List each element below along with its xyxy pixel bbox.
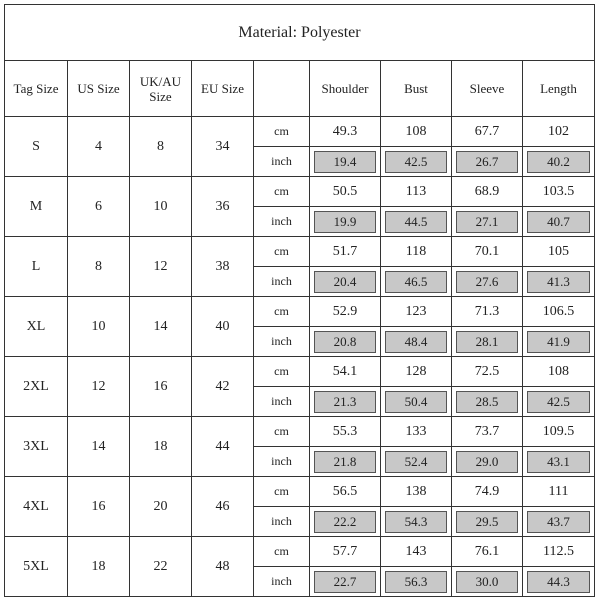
- table-row: [5, 177, 595, 207]
- eu-size-cell: 40: [192, 297, 254, 357]
- bust-cm-cell: 123: [381, 297, 452, 327]
- unit-cm-label: cm: [254, 297, 310, 327]
- uk-au-size-cell: 12: [130, 237, 192, 297]
- length-cm-cell: 102: [523, 117, 595, 147]
- shoulder-inch-value: 20.4: [314, 271, 376, 293]
- uk-au-size-cell: 8: [130, 117, 192, 177]
- bust-inch-value: 46.5: [385, 271, 447, 293]
- bust-inch-cell: [381, 507, 452, 537]
- sleeve-cm-cell: 76.1: [452, 537, 523, 567]
- bust-inch-value: 52.4: [385, 451, 447, 473]
- shoulder-cm-cell: 56.5: [310, 477, 381, 507]
- length-cm-cell: 106.5: [523, 297, 595, 327]
- shoulder-inch-cell: [310, 207, 381, 237]
- sleeve-inch-value: 29.5: [456, 511, 518, 533]
- unit-cm-label: cm: [254, 177, 310, 207]
- shoulder-inch-value: 19.4: [314, 151, 376, 173]
- uk-au-size-cell: 20: [130, 477, 192, 537]
- table-row: [5, 417, 595, 447]
- size-chart-table: [4, 4, 595, 597]
- bust-cm-cell: 108: [381, 117, 452, 147]
- table-row: [5, 537, 595, 567]
- shoulder-cm-cell: 55.3: [310, 417, 381, 447]
- bust-cm-cell: 133: [381, 417, 452, 447]
- length-inch-cell: [523, 567, 595, 597]
- length-inch-value: 40.7: [527, 211, 590, 233]
- unit-cm-label: cm: [254, 117, 310, 147]
- sleeve-inch-value: 29.0: [456, 451, 518, 473]
- tag-size-cell: 3XL: [5, 417, 68, 477]
- shoulder-inch-cell: [310, 327, 381, 357]
- table-row: [5, 297, 595, 327]
- bust-inch-value: 56.3: [385, 571, 447, 593]
- bust-cm-cell: 128: [381, 357, 452, 387]
- header-tag-size: Tag Size: [5, 61, 68, 117]
- shoulder-inch-value: 19.9: [314, 211, 376, 233]
- length-inch-cell: [523, 387, 595, 417]
- sleeve-inch-value: 27.6: [456, 271, 518, 293]
- sleeve-inch-value: 28.5: [456, 391, 518, 413]
- length-cm-cell: 103.5: [523, 177, 595, 207]
- unit-cm-label: cm: [254, 477, 310, 507]
- shoulder-inch-value: 21.3: [314, 391, 376, 413]
- length-inch-value: 42.5: [527, 391, 590, 413]
- eu-size-cell: 46: [192, 477, 254, 537]
- bust-cm-cell: 143: [381, 537, 452, 567]
- bust-cm-cell: 118: [381, 237, 452, 267]
- unit-cm-label: cm: [254, 357, 310, 387]
- shoulder-inch-value: 20.8: [314, 331, 376, 353]
- length-inch-value: 41.3: [527, 271, 590, 293]
- header-length: Length: [523, 61, 595, 117]
- table-row: [5, 477, 595, 507]
- shoulder-cm-cell: 50.5: [310, 177, 381, 207]
- shoulder-inch-cell: [310, 147, 381, 177]
- us-size-cell: 4: [68, 117, 130, 177]
- eu-size-cell: 38: [192, 237, 254, 297]
- length-inch-value: 44.3: [527, 571, 590, 593]
- unit-inch-label: inch: [254, 447, 310, 477]
- length-inch-cell: [523, 267, 595, 297]
- sleeve-inch-cell: [452, 507, 523, 537]
- length-inch-cell: [523, 207, 595, 237]
- sleeve-cm-cell: 70.1: [452, 237, 523, 267]
- length-inch-value: 43.7: [527, 511, 590, 533]
- bust-inch-value: 50.4: [385, 391, 447, 413]
- eu-size-cell: 36: [192, 177, 254, 237]
- table-row: [5, 237, 595, 267]
- sleeve-inch-value: 28.1: [456, 331, 518, 353]
- sleeve-inch-cell: [452, 447, 523, 477]
- tag-size-cell: L: [5, 237, 68, 297]
- shoulder-inch-cell: [310, 567, 381, 597]
- shoulder-cm-cell: 52.9: [310, 297, 381, 327]
- shoulder-inch-cell: [310, 507, 381, 537]
- shoulder-cm-cell: 51.7: [310, 237, 381, 267]
- shoulder-cm-cell: 49.3: [310, 117, 381, 147]
- bust-inch-cell: [381, 387, 452, 417]
- us-size-cell: 8: [68, 237, 130, 297]
- length-inch-value: 40.2: [527, 151, 590, 173]
- length-cm-cell: 105: [523, 237, 595, 267]
- sleeve-cm-cell: 68.9: [452, 177, 523, 207]
- length-inch-cell: [523, 147, 595, 177]
- tag-size-cell: M: [5, 177, 68, 237]
- shoulder-cm-cell: 54.1: [310, 357, 381, 387]
- unit-inch-label: inch: [254, 507, 310, 537]
- sleeve-cm-cell: 67.7: [452, 117, 523, 147]
- unit-cm-label: cm: [254, 417, 310, 447]
- sleeve-inch-cell: [452, 267, 523, 297]
- tag-size-cell: XL: [5, 297, 68, 357]
- unit-inch-label: inch: [254, 147, 310, 177]
- us-size-cell: 18: [68, 537, 130, 597]
- bust-inch-value: 54.3: [385, 511, 447, 533]
- unit-inch-label: inch: [254, 267, 310, 297]
- bust-inch-cell: [381, 147, 452, 177]
- length-inch-cell: [523, 327, 595, 357]
- sleeve-cm-cell: 74.9: [452, 477, 523, 507]
- header-shoulder: Shoulder: [310, 61, 381, 117]
- sleeve-cm-cell: 73.7: [452, 417, 523, 447]
- sleeve-inch-cell: [452, 327, 523, 357]
- eu-size-cell: 34: [192, 117, 254, 177]
- eu-size-cell: 48: [192, 537, 254, 597]
- sleeve-inch-cell: [452, 387, 523, 417]
- sleeve-inch-value: 26.7: [456, 151, 518, 173]
- header-uk-au-size: UK/AU Size: [130, 61, 192, 117]
- bust-inch-value: 44.5: [385, 211, 447, 233]
- bust-inch-cell: [381, 567, 452, 597]
- header-bust: Bust: [381, 61, 452, 117]
- length-cm-cell: 109.5: [523, 417, 595, 447]
- us-size-cell: 10: [68, 297, 130, 357]
- size-chart: [4, 4, 594, 596]
- table-row: [5, 117, 595, 147]
- uk-au-size-cell: 14: [130, 297, 192, 357]
- table-title: Material: Polyester: [5, 5, 595, 61]
- shoulder-inch-cell: [310, 267, 381, 297]
- length-cm-cell: 111: [523, 477, 595, 507]
- bust-cm-cell: 113: [381, 177, 452, 207]
- length-inch-cell: [523, 447, 595, 477]
- tag-size-cell: S: [5, 117, 68, 177]
- header-us-size: US Size: [68, 61, 130, 117]
- eu-size-cell: 42: [192, 357, 254, 417]
- unit-inch-label: inch: [254, 327, 310, 357]
- sleeve-inch-cell: [452, 147, 523, 177]
- us-size-cell: 16: [68, 477, 130, 537]
- sleeve-inch-cell: [452, 207, 523, 237]
- bust-inch-cell: [381, 207, 452, 237]
- us-size-cell: 12: [68, 357, 130, 417]
- sleeve-inch-value: 27.1: [456, 211, 518, 233]
- shoulder-inch-cell: [310, 387, 381, 417]
- bust-cm-cell: 138: [381, 477, 452, 507]
- uk-au-size-cell: 22: [130, 537, 192, 597]
- length-cm-cell: 108: [523, 357, 595, 387]
- shoulder-cm-cell: 57.7: [310, 537, 381, 567]
- tag-size-cell: 2XL: [5, 357, 68, 417]
- uk-au-size-cell: 18: [130, 417, 192, 477]
- sleeve-inch-value: 30.0: [456, 571, 518, 593]
- bust-inch-value: 42.5: [385, 151, 447, 173]
- table-row: [5, 357, 595, 387]
- header-sleeve: Sleeve: [452, 61, 523, 117]
- uk-au-size-cell: 10: [130, 177, 192, 237]
- tag-size-cell: 5XL: [5, 537, 68, 597]
- shoulder-inch-value: 22.7: [314, 571, 376, 593]
- length-inch-value: 41.9: [527, 331, 590, 353]
- unit-cm-label: cm: [254, 537, 310, 567]
- sleeve-cm-cell: 72.5: [452, 357, 523, 387]
- unit-cm-label: cm: [254, 237, 310, 267]
- unit-inch-label: inch: [254, 207, 310, 237]
- header-eu-size: EU Size: [192, 61, 254, 117]
- tag-size-cell: 4XL: [5, 477, 68, 537]
- header-unit: [254, 61, 310, 117]
- bust-inch-cell: [381, 327, 452, 357]
- bust-inch-cell: [381, 447, 452, 477]
- bust-inch-cell: [381, 267, 452, 297]
- us-size-cell: 6: [68, 177, 130, 237]
- shoulder-inch-cell: [310, 447, 381, 477]
- shoulder-inch-value: 22.2: [314, 511, 376, 533]
- eu-size-cell: 44: [192, 417, 254, 477]
- sleeve-cm-cell: 71.3: [452, 297, 523, 327]
- length-cm-cell: 112.5: [523, 537, 595, 567]
- shoulder-inch-value: 21.8: [314, 451, 376, 473]
- length-inch-cell: [523, 507, 595, 537]
- length-inch-value: 43.1: [527, 451, 590, 473]
- us-size-cell: 14: [68, 417, 130, 477]
- unit-inch-label: inch: [254, 567, 310, 597]
- bust-inch-value: 48.4: [385, 331, 447, 353]
- uk-au-size-cell: 16: [130, 357, 192, 417]
- unit-inch-label: inch: [254, 387, 310, 417]
- sleeve-inch-cell: [452, 567, 523, 597]
